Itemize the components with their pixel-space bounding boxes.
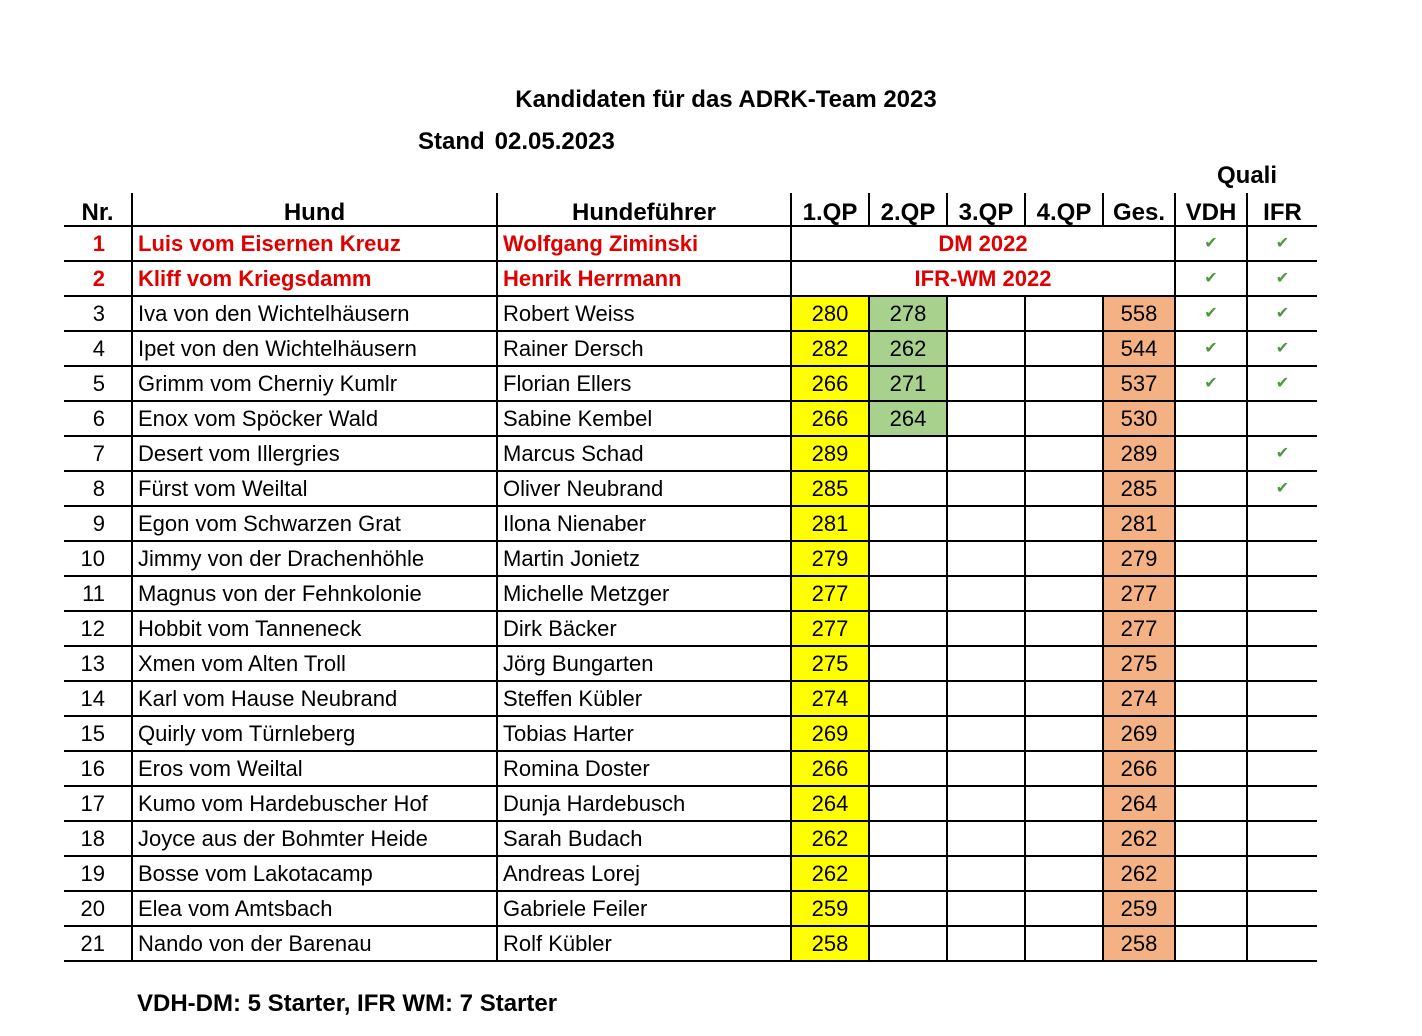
- row-qp3: [947, 716, 1025, 751]
- row-qp3: [947, 751, 1025, 786]
- row-hund: Luis vom Eisernen Kreuz: [132, 226, 497, 261]
- row-qp4: [1025, 681, 1103, 716]
- row-hund: Enox vom Spöcker Wald: [132, 401, 497, 436]
- row-ges: 279: [1103, 541, 1175, 576]
- row-qp1: 289: [791, 436, 869, 471]
- row-qp2: [869, 926, 947, 961]
- row-qp2: 278: [869, 296, 947, 331]
- row-hundefuehrer: Dirk Bäcker: [497, 611, 791, 646]
- row-hundefuehrer: Robert Weiss: [497, 296, 791, 331]
- table-row: [64, 576, 1317, 611]
- row-ges: 262: [1103, 821, 1175, 856]
- row-ifr-cell: [1247, 786, 1317, 821]
- row-nr: 20: [64, 891, 132, 926]
- row-ges: 269: [1103, 716, 1175, 751]
- row-qp3: [947, 541, 1025, 576]
- row-vdh-cell: [1175, 716, 1247, 751]
- table-body: [64, 226, 1317, 961]
- row-qp1: 266: [791, 751, 869, 786]
- page-title: Kandidaten für das ADRK-Team 2023: [515, 86, 937, 113]
- row-vdh-cell: [1175, 821, 1247, 856]
- table-row: [64, 506, 1317, 541]
- check-icon: ✔: [1275, 479, 1290, 497]
- row-hundefuehrer: Martin Jonietz: [497, 541, 791, 576]
- row-ges: 275: [1103, 646, 1175, 681]
- row-hund: Iva von den Wichtelhäusern: [132, 296, 497, 331]
- row-hundefuehrer: Rolf Kübler: [497, 926, 791, 961]
- row-nr: 8: [64, 471, 132, 506]
- row-ifr-cell: [1247, 226, 1317, 261]
- header-qp2: 2.QP: [869, 193, 947, 226]
- row-hund: Xmen vom Alten Troll: [132, 646, 497, 681]
- row-ifr-cell: [1247, 436, 1317, 471]
- row-vdh-cell: [1175, 261, 1247, 296]
- row-nr: 19: [64, 856, 132, 891]
- row-ifr-cell: [1247, 681, 1317, 716]
- row-qp1: 258: [791, 926, 869, 961]
- header-qp3: 3.QP: [947, 193, 1025, 226]
- row-ges: 277: [1103, 611, 1175, 646]
- row-hundefuehrer: Michelle Metzger: [497, 576, 791, 611]
- row-qp4: [1025, 401, 1103, 436]
- row-vdh-cell: [1175, 786, 1247, 821]
- row-hund: Karl vom Hause Neubrand: [132, 681, 497, 716]
- check-icon: ✔: [1204, 339, 1218, 357]
- row-hund: Kliff vom Kriegsdamm: [132, 261, 497, 296]
- row-vdh-cell: [1175, 891, 1247, 926]
- row-qp1: 274: [791, 681, 869, 716]
- row-nr: 4: [64, 331, 132, 366]
- row-qp2: [869, 646, 947, 681]
- row-ifr-cell: [1247, 926, 1317, 961]
- row-ges: 266: [1103, 751, 1175, 786]
- check-icon: ✔: [1275, 374, 1290, 392]
- row-hund: Ipet von den Wichtelhäusern: [132, 331, 497, 366]
- row-nr: 15: [64, 716, 132, 751]
- row-hund: Fürst vom Weiltal: [132, 471, 497, 506]
- row-vdh-cell: [1175, 576, 1247, 611]
- row-qp4: [1025, 576, 1103, 611]
- table-row: [64, 821, 1317, 856]
- row-nr: 9: [64, 506, 132, 541]
- row-qp2: [869, 856, 947, 891]
- row-hundefuehrer: Wolfgang Ziminski: [497, 226, 791, 261]
- row-vdh-cell: [1175, 856, 1247, 891]
- header-hundefuehrer: Hundeführer: [497, 193, 791, 226]
- row-ges: 281: [1103, 506, 1175, 541]
- row-nr: 12: [64, 611, 132, 646]
- row-ifr-cell: [1247, 891, 1317, 926]
- check-icon: ✔: [1204, 304, 1218, 322]
- row-ifr-cell: [1247, 646, 1317, 681]
- row-ges: 558: [1103, 296, 1175, 331]
- row-qp1: 262: [791, 856, 869, 891]
- row-qp3: [947, 611, 1025, 646]
- row-hundefuehrer: Gabriele Feiler: [497, 891, 791, 926]
- row-qp1: 266: [791, 401, 869, 436]
- row-qp4: [1025, 891, 1103, 926]
- table-row: [64, 366, 1317, 401]
- row-qp4: [1025, 786, 1103, 821]
- row-qp3: [947, 296, 1025, 331]
- row-qp1: 277: [791, 611, 869, 646]
- row-qp4: [1025, 751, 1103, 786]
- table-row: [64, 926, 1317, 961]
- row-hundefuehrer: Tobias Harter: [497, 716, 791, 751]
- row-qp4: [1025, 856, 1103, 891]
- check-icon: ✔: [1275, 339, 1290, 357]
- row-ifr-cell: [1247, 611, 1317, 646]
- header-qp1: 1.QP: [791, 193, 869, 226]
- row-nr: 17: [64, 786, 132, 821]
- row-nr: 2: [64, 261, 132, 296]
- row-hundefuehrer: Jörg Bungarten: [497, 646, 791, 681]
- row-qp2: [869, 821, 947, 856]
- row-hundefuehrer: Marcus Schad: [497, 436, 791, 471]
- row-hundefuehrer: Steffen Kübler: [497, 681, 791, 716]
- row-qp4: [1025, 331, 1103, 366]
- check-icon: ✔: [1204, 269, 1218, 287]
- row-hundefuehrer: Sabine Kembel: [497, 401, 791, 436]
- row-ifr-cell: [1247, 716, 1317, 751]
- row-qp4: [1025, 436, 1103, 471]
- row-qp4: [1025, 926, 1103, 961]
- row-qp1: 277: [791, 576, 869, 611]
- row-ifr-cell: [1247, 331, 1317, 366]
- candidates-table: [64, 193, 1317, 962]
- row-hund: Desert vom Illergries: [132, 436, 497, 471]
- row-vdh-cell: [1175, 401, 1247, 436]
- row-qp4: [1025, 541, 1103, 576]
- row-vdh-cell: [1175, 926, 1247, 961]
- row-qp4: [1025, 366, 1103, 401]
- row-hundefuehrer: Dunja Hardebusch: [497, 786, 791, 821]
- row-vdh-cell: [1175, 296, 1247, 331]
- check-icon: ✔: [1275, 444, 1290, 462]
- row-ifr-cell: [1247, 366, 1317, 401]
- row-nr: 7: [64, 436, 132, 471]
- row-qp4: [1025, 716, 1103, 751]
- row-ifr-cell: [1247, 821, 1317, 856]
- row-nr: 6: [64, 401, 132, 436]
- header-nr: Nr.: [64, 193, 132, 226]
- row-vdh-cell: [1175, 541, 1247, 576]
- row-ges: 277: [1103, 576, 1175, 611]
- header-hund: Hund: [132, 193, 497, 226]
- row-qp1: 269: [791, 716, 869, 751]
- stand-label: Stand: [418, 128, 485, 155]
- header-row: [64, 193, 1317, 226]
- row-hundefuehrer: Rainer Dersch: [497, 331, 791, 366]
- row-qp3: [947, 681, 1025, 716]
- row-qp1: 280: [791, 296, 869, 331]
- row-hundefuehrer: Henrik Herrmann: [497, 261, 791, 296]
- row-ifr-cell: [1247, 401, 1317, 436]
- row-hund: Nando von der Barenau: [132, 926, 497, 961]
- row-qp2: [869, 751, 947, 786]
- table-row: [64, 751, 1317, 786]
- row-hund: Quirly vom Türnleberg: [132, 716, 497, 751]
- row-qp1: 259: [791, 891, 869, 926]
- header-qp4: 4.QP: [1025, 193, 1103, 226]
- row-qp1: 266: [791, 366, 869, 401]
- row-qp3: [947, 401, 1025, 436]
- row-ifr-cell: [1247, 751, 1317, 786]
- row-qp2: [869, 891, 947, 926]
- row-qp3: [947, 436, 1025, 471]
- row-nr: 10: [64, 541, 132, 576]
- table-row: [64, 681, 1317, 716]
- header-ges: Ges.: [1103, 193, 1175, 226]
- row-ges: 285: [1103, 471, 1175, 506]
- row-ifr-cell: [1247, 856, 1317, 891]
- row-qp3: [947, 786, 1025, 821]
- table-row: [64, 261, 1317, 296]
- row-qp4: [1025, 296, 1103, 331]
- footer-note: VDH-DM: 5 Starter, IFR WM: 7 Starter: [137, 990, 558, 1017]
- row-qp2: [869, 506, 947, 541]
- row-hund: Grimm vom Cherniy Kumlr: [132, 366, 497, 401]
- row-ifr-cell: [1247, 261, 1317, 296]
- row-qp2: 264: [869, 401, 947, 436]
- row-qp4: [1025, 611, 1103, 646]
- row-qp1: 279: [791, 541, 869, 576]
- table-row: [64, 296, 1317, 331]
- table-row: [64, 646, 1317, 681]
- row-vdh-cell: [1175, 366, 1247, 401]
- table-row: [64, 856, 1317, 891]
- row-ges: 258: [1103, 926, 1175, 961]
- row-qp2: 271: [869, 366, 947, 401]
- row-qp4: [1025, 821, 1103, 856]
- row-qp3: [947, 506, 1025, 541]
- row-ifr-cell: [1247, 296, 1317, 331]
- table-row: [64, 436, 1317, 471]
- row-qp3: [947, 646, 1025, 681]
- check-icon: ✔: [1275, 269, 1290, 287]
- row-ges: 264: [1103, 786, 1175, 821]
- row-hund: Kumo vom Hardebuscher Hof: [132, 786, 497, 821]
- row-qp1: 264: [791, 786, 869, 821]
- quali-header: Quali: [1216, 162, 1277, 189]
- row-qp1: 282: [791, 331, 869, 366]
- row-ges: 544: [1103, 331, 1175, 366]
- row-nr: 21: [64, 926, 132, 961]
- row-nr: 1: [64, 226, 132, 261]
- row-ges: 289: [1103, 436, 1175, 471]
- row-qp1: 262: [791, 821, 869, 856]
- table-row: [64, 401, 1317, 436]
- stand-line: [418, 128, 615, 156]
- row-hund: Joyce aus der Bohmter Heide: [132, 821, 497, 856]
- table-row: [64, 716, 1317, 751]
- row-vdh-cell: [1175, 331, 1247, 366]
- table-row: [64, 611, 1317, 646]
- row-vdh-cell: [1175, 681, 1247, 716]
- row-qp2: [869, 681, 947, 716]
- row-qp3: [947, 331, 1025, 366]
- row-vdh-cell: [1175, 751, 1247, 786]
- row-nr: 16: [64, 751, 132, 786]
- row-qp3: [947, 821, 1025, 856]
- row-hund: Hobbit vom Tanneneck: [132, 611, 497, 646]
- row-hund: Elea vom Amtsbach: [132, 891, 497, 926]
- table-row: [64, 331, 1317, 366]
- row-ifr-cell: [1247, 506, 1317, 541]
- check-icon: ✔: [1204, 234, 1218, 252]
- table-row: [64, 786, 1317, 821]
- row-vdh-cell: [1175, 226, 1247, 261]
- row-ges: 537: [1103, 366, 1175, 401]
- row-hundefuehrer: Romina Doster: [497, 751, 791, 786]
- row-vdh-cell: [1175, 646, 1247, 681]
- row-qp1: 281: [791, 506, 869, 541]
- row-hund: Eros vom Weiltal: [132, 751, 497, 786]
- row-qp3: [947, 471, 1025, 506]
- row-hund: Egon vom Schwarzen Grat: [132, 506, 497, 541]
- table-row: [64, 891, 1317, 926]
- row-ifr-cell: [1247, 471, 1317, 506]
- row-qp4: [1025, 471, 1103, 506]
- row-ifr-cell: [1247, 541, 1317, 576]
- row-ges: 274: [1103, 681, 1175, 716]
- row-nr: 5: [64, 366, 132, 401]
- row-hund: Magnus von der Fehnkolonie: [132, 576, 497, 611]
- row-nr: 13: [64, 646, 132, 681]
- row-hundefuehrer: Ilona Nienaber: [497, 506, 791, 541]
- row-qp3: [947, 926, 1025, 961]
- row-qp2: [869, 576, 947, 611]
- row-vdh-cell: [1175, 611, 1247, 646]
- row-nr: 18: [64, 821, 132, 856]
- row-hund: Jimmy von der Drachenhöhle: [132, 541, 497, 576]
- row-qp2: [869, 716, 947, 751]
- row-qp3: [947, 366, 1025, 401]
- row-qp2: [869, 786, 947, 821]
- row-ges: 259: [1103, 891, 1175, 926]
- row-hundefuehrer: Oliver Neubrand: [497, 471, 791, 506]
- check-icon: ✔: [1275, 234, 1290, 252]
- row-qp1: 275: [791, 646, 869, 681]
- table-row: [64, 226, 1317, 261]
- row-ges: 530: [1103, 401, 1175, 436]
- row-hundefuehrer: Sarah Budach: [497, 821, 791, 856]
- row-qp3: [947, 856, 1025, 891]
- row-ges: 262: [1103, 856, 1175, 891]
- check-icon: ✔: [1204, 374, 1218, 392]
- row-qualification-note: IFR-WM 2022: [791, 261, 1175, 296]
- table-row: [64, 541, 1317, 576]
- row-qp2: 262: [869, 331, 947, 366]
- row-qp4: [1025, 506, 1103, 541]
- row-qp2: [869, 611, 947, 646]
- stand-date: 02.05.2023: [494, 128, 615, 155]
- row-nr: 11: [64, 576, 132, 611]
- row-nr: 3: [64, 296, 132, 331]
- row-hundefuehrer: Andreas Lorej: [497, 856, 791, 891]
- row-qp3: [947, 891, 1025, 926]
- header-ifr: IFR: [1247, 193, 1317, 226]
- row-ifr-cell: [1247, 576, 1317, 611]
- row-qp2: [869, 471, 947, 506]
- row-qp2: [869, 436, 947, 471]
- row-vdh-cell: [1175, 471, 1247, 506]
- table-row: [64, 471, 1317, 506]
- row-vdh-cell: [1175, 506, 1247, 541]
- row-qp3: [947, 576, 1025, 611]
- row-qualification-note: DM 2022: [791, 226, 1175, 261]
- row-nr: 14: [64, 681, 132, 716]
- row-qp4: [1025, 646, 1103, 681]
- row-qp1: 285: [791, 471, 869, 506]
- row-vdh-cell: [1175, 436, 1247, 471]
- row-hundefuehrer: Florian Ellers: [497, 366, 791, 401]
- header-vdh: VDH: [1175, 193, 1247, 226]
- check-icon: ✔: [1275, 304, 1290, 322]
- row-qp2: [869, 541, 947, 576]
- row-hund: Bosse vom Lakotacamp: [132, 856, 497, 891]
